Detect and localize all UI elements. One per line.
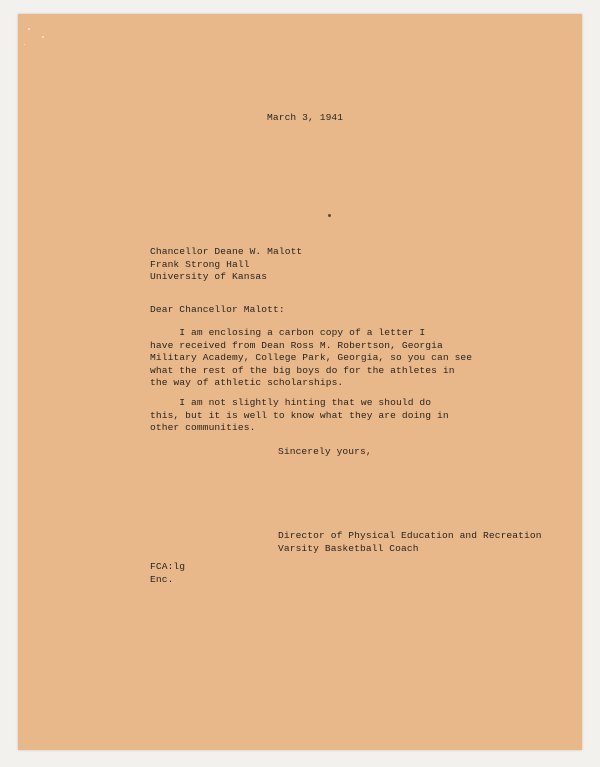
paper-speck bbox=[28, 28, 30, 30]
title-line: Director of Physical Education and Recreation bbox=[278, 530, 542, 541]
body-line: have received from Dean Ross M. Robertson, Georgia bbox=[150, 339, 443, 351]
paper-speck bbox=[24, 44, 25, 45]
body-line: the way of athletic scholarships. bbox=[150, 377, 344, 389]
body-line: other communities. bbox=[150, 422, 256, 434]
body-line: I am not slightly hinting that we should do bbox=[150, 397, 432, 408]
letter-page bbox=[18, 14, 582, 750]
title-line: Varsity Basketball Coach bbox=[278, 542, 419, 554]
recipient-line: University of Kansas bbox=[150, 271, 268, 283]
body-paragraph-1 bbox=[150, 327, 472, 390]
salutation: Dear Chancellor Malott: bbox=[150, 304, 285, 315]
body-line: Military Academy, College Park, Georgia, so you can see bbox=[150, 352, 473, 364]
paper-speck bbox=[42, 36, 44, 38]
reference-line: Enc. bbox=[150, 573, 174, 585]
body-line: what the rest of the big boys do for the athletes in bbox=[150, 364, 455, 376]
signature-title bbox=[278, 530, 542, 555]
body-line: this, but it is well to know what they are doing in bbox=[150, 409, 449, 421]
reference-line: FCA:lg bbox=[150, 561, 186, 572]
reference-initials bbox=[150, 561, 185, 586]
recipient-line: Chancellor Deane W. Malott bbox=[150, 246, 303, 257]
letter-date: March 3, 1941 bbox=[267, 112, 344, 123]
paper-mark bbox=[328, 214, 331, 217]
body-paragraph-2 bbox=[150, 397, 449, 435]
body-line: I am enclosing a carbon copy of a letter I bbox=[150, 327, 426, 338]
recipient-address bbox=[150, 246, 302, 284]
complimentary-close: Sincerely yours, bbox=[278, 446, 372, 457]
recipient-line: Frank Strong Hall bbox=[150, 258, 250, 270]
